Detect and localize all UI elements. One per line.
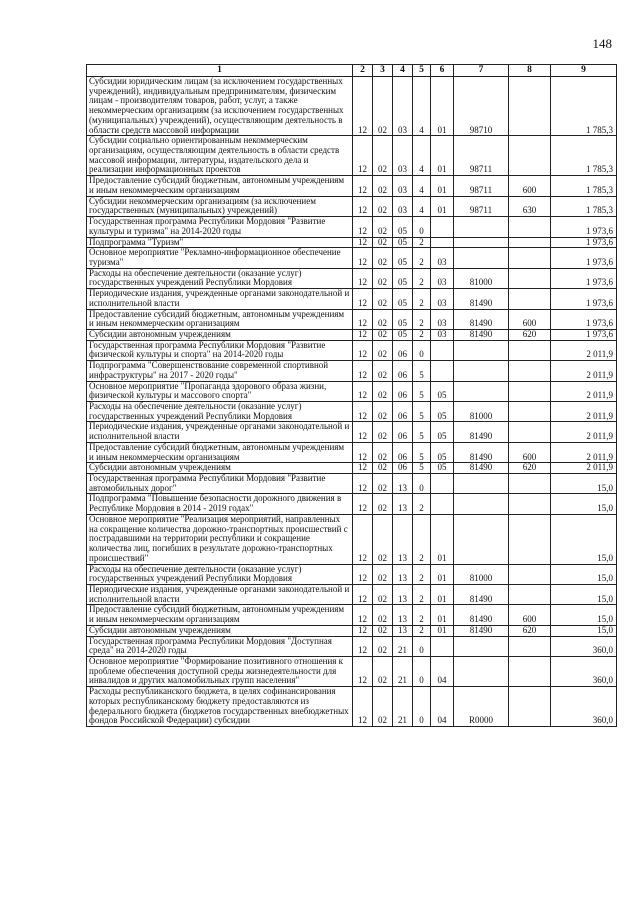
code-3-cell: 02 bbox=[373, 402, 393, 422]
amount-cell: 1 785,3 bbox=[551, 196, 617, 216]
code-8-cell: 620 bbox=[509, 463, 551, 474]
code-6-cell: 04 bbox=[431, 656, 454, 686]
amount-cell: 1 973,6 bbox=[551, 329, 617, 340]
code-2-cell: 12 bbox=[353, 329, 373, 340]
code-8-cell bbox=[509, 77, 551, 136]
code-7-cell bbox=[454, 361, 509, 381]
code-6-cell: 05 bbox=[431, 442, 454, 462]
amount-cell: 2 011,9 bbox=[551, 340, 617, 360]
item-name-cell: Государственная программа Республики Мордовия "Развитие автомобильных дорог" bbox=[87, 474, 353, 494]
code-7-cell: 98711 bbox=[454, 136, 509, 176]
code-5-cell: 2 bbox=[413, 625, 431, 636]
code-4-cell: 13 bbox=[393, 494, 413, 514]
column-header-2: 2 bbox=[353, 65, 373, 77]
table-row bbox=[87, 309, 617, 329]
code-6-cell: 03 bbox=[431, 309, 454, 329]
amount-cell: 1 785,3 bbox=[551, 136, 617, 176]
code-5-cell: 2 bbox=[413, 309, 431, 329]
item-name-cell: Государственная программа Республики Мордовия "Доступная среда" на 2014-2020 годы bbox=[87, 636, 353, 656]
table-row bbox=[87, 474, 617, 494]
code-8-cell: 630 bbox=[509, 196, 551, 216]
code-2-cell: 12 bbox=[353, 237, 373, 248]
code-5-cell: 5 bbox=[413, 361, 431, 381]
table-row bbox=[87, 196, 617, 216]
code-7-cell bbox=[454, 656, 509, 686]
code-4-cell: 05 bbox=[393, 217, 413, 237]
code-6-cell: 01 bbox=[431, 584, 454, 604]
code-6-cell bbox=[431, 340, 454, 360]
item-name-cell: Расходы республиканского бюджета, в целях софинансирования которых республиканскому бюджету предоставляются из федерального бюджета (бюджетов государственных внебюджетных фондов Российской Федерации) субсидии bbox=[87, 687, 353, 727]
item-name-cell: Субсидии автономным учреждениям bbox=[87, 463, 353, 474]
code-8-cell bbox=[509, 268, 551, 288]
code-8-cell: 600 bbox=[509, 442, 551, 462]
table-row bbox=[87, 564, 617, 584]
code-6-cell: 01 bbox=[431, 196, 454, 216]
column-header-8: 8 bbox=[509, 65, 551, 77]
code-7-cell bbox=[454, 514, 509, 564]
code-6-cell: 05 bbox=[431, 422, 454, 442]
code-5-cell: 0 bbox=[413, 217, 431, 237]
code-6-cell bbox=[431, 636, 454, 656]
code-4-cell: 21 bbox=[393, 687, 413, 727]
code-5-cell: 2 bbox=[413, 268, 431, 288]
code-3-cell: 02 bbox=[373, 656, 393, 686]
code-7-cell: 81490 bbox=[454, 329, 509, 340]
code-3-cell: 02 bbox=[373, 237, 393, 248]
amount-cell: 15,0 bbox=[551, 605, 617, 625]
code-6-cell: 05 bbox=[431, 381, 454, 401]
code-8-cell bbox=[509, 564, 551, 584]
column-header-5: 5 bbox=[413, 65, 431, 77]
code-5-cell: 0 bbox=[413, 687, 431, 727]
code-5-cell: 2 bbox=[413, 289, 431, 309]
item-name-cell: Подпрограмма "Туризм" bbox=[87, 237, 353, 248]
code-6-cell: 01 bbox=[431, 136, 454, 176]
code-5-cell: 4 bbox=[413, 136, 431, 176]
code-2-cell: 12 bbox=[353, 176, 373, 196]
code-3-cell: 02 bbox=[373, 474, 393, 494]
code-3-cell: 02 bbox=[373, 564, 393, 584]
page-number: 148 bbox=[592, 36, 612, 51]
code-5-cell: 5 bbox=[413, 422, 431, 442]
code-2-cell: 12 bbox=[353, 217, 373, 237]
amount-cell: 15,0 bbox=[551, 494, 617, 514]
code-4-cell: 05 bbox=[393, 268, 413, 288]
code-3-cell: 02 bbox=[373, 605, 393, 625]
table-row bbox=[87, 340, 617, 360]
code-5-cell: 5 bbox=[413, 402, 431, 422]
code-2-cell: 12 bbox=[353, 422, 373, 442]
code-4-cell: 06 bbox=[393, 463, 413, 474]
amount-cell: 15,0 bbox=[551, 474, 617, 494]
code-7-cell bbox=[454, 248, 509, 268]
code-4-cell: 05 bbox=[393, 289, 413, 309]
code-5-cell: 0 bbox=[413, 340, 431, 360]
code-7-cell: 81000 bbox=[454, 268, 509, 288]
column-header-1: 1 bbox=[87, 65, 353, 77]
code-7-cell: 81490 bbox=[454, 605, 509, 625]
code-2-cell: 12 bbox=[353, 494, 373, 514]
code-2-cell: 12 bbox=[353, 289, 373, 309]
code-7-cell: 98711 bbox=[454, 196, 509, 216]
code-2-cell: 12 bbox=[353, 136, 373, 176]
code-4-cell: 13 bbox=[393, 584, 413, 604]
code-7-cell: 81000 bbox=[454, 402, 509, 422]
code-2-cell: 12 bbox=[353, 361, 373, 381]
table-row bbox=[87, 268, 617, 288]
code-7-cell bbox=[454, 237, 509, 248]
code-4-cell: 05 bbox=[393, 237, 413, 248]
code-4-cell: 05 bbox=[393, 329, 413, 340]
code-3-cell: 02 bbox=[373, 514, 393, 564]
code-4-cell: 06 bbox=[393, 381, 413, 401]
column-header-6: 6 bbox=[431, 65, 454, 77]
code-5-cell: 2 bbox=[413, 605, 431, 625]
code-8-cell bbox=[509, 422, 551, 442]
code-7-cell: 81490 bbox=[454, 289, 509, 309]
code-3-cell: 02 bbox=[373, 176, 393, 196]
amount-cell: 360,0 bbox=[551, 636, 617, 656]
item-name-cell: Основное мероприятие "Реализация мероприятий, направленных на сокращение количества дорожно-транспортных происшествий с пострадавшими на территории республики и сокращение количества лиц, погибших в результате дорожно-транспортных происшествий" bbox=[87, 514, 353, 564]
code-4-cell: 03 bbox=[393, 77, 413, 136]
code-8-cell bbox=[509, 217, 551, 237]
code-3-cell: 02 bbox=[373, 442, 393, 462]
code-4-cell: 21 bbox=[393, 656, 413, 686]
code-4-cell: 05 bbox=[393, 309, 413, 329]
amount-cell: 1 973,6 bbox=[551, 268, 617, 288]
column-header-4: 4 bbox=[393, 65, 413, 77]
item-name-cell: Периодические издания, учрежденные органами законодательной и исполнительной власти bbox=[87, 289, 353, 309]
code-2-cell: 12 bbox=[353, 340, 373, 360]
code-7-cell: 81000 bbox=[454, 564, 509, 584]
code-2-cell: 12 bbox=[353, 605, 373, 625]
code-4-cell: 05 bbox=[393, 248, 413, 268]
code-2-cell: 12 bbox=[353, 636, 373, 656]
code-3-cell: 02 bbox=[373, 217, 393, 237]
code-3-cell: 02 bbox=[373, 494, 393, 514]
amount-cell: 1 973,6 bbox=[551, 217, 617, 237]
column-header-9: 9 bbox=[551, 65, 617, 77]
code-3-cell: 02 bbox=[373, 463, 393, 474]
code-4-cell: 03 bbox=[393, 136, 413, 176]
code-3-cell: 02 bbox=[373, 636, 393, 656]
table-body bbox=[87, 77, 617, 727]
amount-cell: 2 011,9 bbox=[551, 361, 617, 381]
code-8-cell: 620 bbox=[509, 329, 551, 340]
code-4-cell: 03 bbox=[393, 176, 413, 196]
code-3-cell: 02 bbox=[373, 77, 393, 136]
code-7-cell bbox=[454, 474, 509, 494]
item-name-cell: Субсидии некоммерческим организациям (за исключением государственных (муниципальных) учреждений) bbox=[87, 196, 353, 216]
code-2-cell: 12 bbox=[353, 656, 373, 686]
code-2-cell: 12 bbox=[353, 381, 373, 401]
item-name-cell: Государственная программа Республики Мордовия "Развитие физической культуры и спорта" на 2014-2020 годы bbox=[87, 340, 353, 360]
item-name-cell: Расходы на обеспечение деятельности (оказание услуг) государственных учреждений Республики Мордовия bbox=[87, 564, 353, 584]
table-row bbox=[87, 605, 617, 625]
code-6-cell: 01 bbox=[431, 77, 454, 136]
amount-cell: 15,0 bbox=[551, 584, 617, 604]
code-7-cell: R0000 bbox=[454, 687, 509, 727]
item-name-cell: Предоставление субсидий бюджетным, автономным учреждениям и иным некоммерческим организациям bbox=[87, 176, 353, 196]
code-4-cell: 03 bbox=[393, 196, 413, 216]
code-5-cell: 0 bbox=[413, 474, 431, 494]
item-name-cell: Государственная программа Республики Мордовия "Развитие культуры и туризма" на 2014-2020 годы bbox=[87, 217, 353, 237]
code-8-cell bbox=[509, 248, 551, 268]
code-2-cell: 12 bbox=[353, 77, 373, 136]
code-8-cell: 600 bbox=[509, 605, 551, 625]
code-5-cell: 5 bbox=[413, 381, 431, 401]
item-name-cell: Расходы на обеспечение деятельности (оказание услуг) государственных учреждений Республики Мордовия bbox=[87, 268, 353, 288]
code-3-cell: 02 bbox=[373, 329, 393, 340]
code-7-cell bbox=[454, 340, 509, 360]
code-8-cell bbox=[509, 136, 551, 176]
code-7-cell bbox=[454, 381, 509, 401]
code-6-cell bbox=[431, 474, 454, 494]
code-6-cell: 03 bbox=[431, 289, 454, 309]
code-2-cell: 12 bbox=[353, 196, 373, 216]
amount-cell: 15,0 bbox=[551, 514, 617, 564]
code-8-cell bbox=[509, 474, 551, 494]
code-8-cell: 600 bbox=[509, 176, 551, 196]
table-row bbox=[87, 636, 617, 656]
code-5-cell: 2 bbox=[413, 494, 431, 514]
code-6-cell: 03 bbox=[431, 268, 454, 288]
code-2-cell: 12 bbox=[353, 474, 373, 494]
amount-cell: 15,0 bbox=[551, 564, 617, 584]
item-name-cell: Основное мероприятие "Пропаганда здорового образа жизни, физической культуры и массового спорта" bbox=[87, 381, 353, 401]
code-6-cell: 01 bbox=[431, 564, 454, 584]
code-4-cell: 21 bbox=[393, 636, 413, 656]
code-8-cell bbox=[509, 636, 551, 656]
code-4-cell: 06 bbox=[393, 361, 413, 381]
code-6-cell: 04 bbox=[431, 687, 454, 727]
table-row bbox=[87, 656, 617, 686]
table-row bbox=[87, 381, 617, 401]
item-name-cell: Субсидии социально ориентированным некоммерческим организациям, осуществляющим деятельность в области средств массовой информации, литературы, издательского дела и реализации информационных проектов bbox=[87, 136, 353, 176]
code-6-cell: 03 bbox=[431, 329, 454, 340]
code-4-cell: 13 bbox=[393, 605, 413, 625]
code-8-cell bbox=[509, 237, 551, 248]
code-4-cell: 13 bbox=[393, 625, 413, 636]
code-5-cell: 2 bbox=[413, 329, 431, 340]
code-7-cell: 81490 bbox=[454, 309, 509, 329]
item-name-cell: Основное мероприятие "Формирование позитивного отношения к проблеме обеспечения доступной среды жизнедеятельности для инвалидов и других маломобильных групп населения" bbox=[87, 656, 353, 686]
code-6-cell: 01 bbox=[431, 176, 454, 196]
header-row bbox=[87, 65, 617, 77]
amount-cell: 2 011,9 bbox=[551, 442, 617, 462]
code-4-cell: 13 bbox=[393, 514, 413, 564]
code-6-cell: 01 bbox=[431, 625, 454, 636]
item-name-cell: Субсидии автономным учреждениям bbox=[87, 329, 353, 340]
code-7-cell bbox=[454, 494, 509, 514]
code-3-cell: 02 bbox=[373, 248, 393, 268]
code-2-cell: 12 bbox=[353, 463, 373, 474]
amount-cell: 1 973,6 bbox=[551, 289, 617, 309]
code-7-cell bbox=[454, 636, 509, 656]
amount-cell: 360,0 bbox=[551, 656, 617, 686]
code-7-cell: 98711 bbox=[454, 176, 509, 196]
item-name-cell: Подпрограмма "Совершенствование современной спортивной инфраструктуры" на 2017 - 2020 годы" bbox=[87, 361, 353, 381]
table-row bbox=[87, 584, 617, 604]
amount-cell: 15,0 bbox=[551, 625, 617, 636]
item-name-cell: Предоставление субсидий бюджетным, автономным учреждениям и иным некоммерческим организациям bbox=[87, 442, 353, 462]
code-8-cell bbox=[509, 514, 551, 564]
code-3-cell: 02 bbox=[373, 196, 393, 216]
code-4-cell: 06 bbox=[393, 442, 413, 462]
code-6-cell: 01 bbox=[431, 605, 454, 625]
code-8-cell bbox=[509, 687, 551, 727]
table-row bbox=[87, 217, 617, 237]
code-8-cell bbox=[509, 402, 551, 422]
item-name-cell: Предоставление субсидий бюджетным, автономным учреждениям и иным некоммерческим организациям bbox=[87, 605, 353, 625]
code-4-cell: 06 bbox=[393, 340, 413, 360]
amount-cell: 2 011,9 bbox=[551, 422, 617, 442]
amount-cell: 1 973,6 bbox=[551, 237, 617, 248]
code-5-cell: 0 bbox=[413, 636, 431, 656]
code-7-cell: 81490 bbox=[454, 463, 509, 474]
table-row bbox=[87, 289, 617, 309]
table-row bbox=[87, 361, 617, 381]
code-5-cell: 4 bbox=[413, 176, 431, 196]
table-row bbox=[87, 176, 617, 196]
table-row bbox=[87, 463, 617, 474]
table-row bbox=[87, 687, 617, 727]
code-2-cell: 12 bbox=[353, 514, 373, 564]
code-4-cell: 06 bbox=[393, 402, 413, 422]
code-2-cell: 12 bbox=[353, 442, 373, 462]
code-3-cell: 02 bbox=[373, 687, 393, 727]
column-header-7: 7 bbox=[454, 65, 509, 77]
code-5-cell: 0 bbox=[413, 656, 431, 686]
amount-cell: 1 785,3 bbox=[551, 176, 617, 196]
code-5-cell: 5 bbox=[413, 442, 431, 462]
code-5-cell: 2 bbox=[413, 514, 431, 564]
code-3-cell: 02 bbox=[373, 289, 393, 309]
table-row bbox=[87, 422, 617, 442]
code-5-cell: 2 bbox=[413, 584, 431, 604]
amount-cell: 1 785,3 bbox=[551, 77, 617, 136]
code-8-cell bbox=[509, 381, 551, 401]
code-2-cell: 12 bbox=[353, 564, 373, 584]
table-row bbox=[87, 248, 617, 268]
amount-cell: 1 973,6 bbox=[551, 309, 617, 329]
item-name-cell: Субсидии автономным учреждениям bbox=[87, 625, 353, 636]
item-name-cell: Периодические издания, учрежденные органами законодательной и исполнительной власти bbox=[87, 584, 353, 604]
code-8-cell: 600 bbox=[509, 309, 551, 329]
code-7-cell: 81490 bbox=[454, 625, 509, 636]
code-5-cell: 4 bbox=[413, 77, 431, 136]
code-2-cell: 12 bbox=[353, 625, 373, 636]
code-5-cell: 4 bbox=[413, 196, 431, 216]
code-8-cell bbox=[509, 494, 551, 514]
code-6-cell bbox=[431, 361, 454, 381]
code-3-cell: 02 bbox=[373, 340, 393, 360]
code-3-cell: 02 bbox=[373, 422, 393, 442]
item-name-cell: Подпрограмма "Повышение безопасности дорожного движения в Республике Мордовия в 2014 - 2019 годах" bbox=[87, 494, 353, 514]
code-2-cell: 12 bbox=[353, 584, 373, 604]
code-4-cell: 06 bbox=[393, 422, 413, 442]
code-6-cell: 03 bbox=[431, 248, 454, 268]
code-7-cell: 98710 bbox=[454, 77, 509, 136]
code-5-cell: 2 bbox=[413, 248, 431, 268]
code-8-cell bbox=[509, 584, 551, 604]
code-3-cell: 02 bbox=[373, 309, 393, 329]
code-7-cell bbox=[454, 217, 509, 237]
code-5-cell: 5 bbox=[413, 463, 431, 474]
item-name-cell: Предоставление субсидий бюджетным, автономным учреждениям и иным некоммерческим организациям bbox=[87, 309, 353, 329]
code-4-cell: 13 bbox=[393, 474, 413, 494]
code-3-cell: 02 bbox=[373, 584, 393, 604]
code-6-cell bbox=[431, 217, 454, 237]
amount-cell: 1 973,6 bbox=[551, 248, 617, 268]
code-6-cell: 05 bbox=[431, 402, 454, 422]
table-row bbox=[87, 237, 617, 248]
code-8-cell bbox=[509, 340, 551, 360]
item-name-cell: Субсидии юридическим лицам (за исключением государственных учреждений), индивидуальным предпринимателям, физическим лицам - производителям товаров, работ, услуг, а также некоммерческим организациям (за исключением государственных (муниципальных) учреждений), осуществляющим деятельность в области средств массовой информации bbox=[87, 77, 353, 136]
code-6-cell: 01 bbox=[431, 514, 454, 564]
table-row bbox=[87, 136, 617, 176]
code-2-cell: 12 bbox=[353, 248, 373, 268]
code-8-cell bbox=[509, 361, 551, 381]
code-8-cell bbox=[509, 656, 551, 686]
code-3-cell: 02 bbox=[373, 625, 393, 636]
code-6-cell: 05 bbox=[431, 463, 454, 474]
code-8-cell: 620 bbox=[509, 625, 551, 636]
code-4-cell: 13 bbox=[393, 564, 413, 584]
code-5-cell: 2 bbox=[413, 564, 431, 584]
amount-cell: 2 011,9 bbox=[551, 463, 617, 474]
table-row bbox=[87, 402, 617, 422]
code-5-cell: 2 bbox=[413, 237, 431, 248]
code-8-cell bbox=[509, 289, 551, 309]
table-row bbox=[87, 494, 617, 514]
table-row bbox=[87, 77, 617, 136]
code-6-cell bbox=[431, 237, 454, 248]
column-header-3: 3 bbox=[373, 65, 393, 77]
code-2-cell: 12 bbox=[353, 687, 373, 727]
code-7-cell: 81490 bbox=[454, 584, 509, 604]
amount-cell: 360,0 bbox=[551, 687, 617, 727]
code-2-cell: 12 bbox=[353, 309, 373, 329]
code-3-cell: 02 bbox=[373, 361, 393, 381]
table-row bbox=[87, 442, 617, 462]
item-name-cell: Периодические издания, учрежденные органами законодательной и исполнительной власти bbox=[87, 422, 353, 442]
code-6-cell bbox=[431, 494, 454, 514]
code-3-cell: 02 bbox=[373, 268, 393, 288]
amount-cell: 2 011,9 bbox=[551, 402, 617, 422]
code-3-cell: 02 bbox=[373, 381, 393, 401]
item-name-cell: Основное мероприятие "Рекламно-информационное обеспечение туризма" bbox=[87, 248, 353, 268]
table-row bbox=[87, 329, 617, 340]
table-row bbox=[87, 625, 617, 636]
code-3-cell: 02 bbox=[373, 136, 393, 176]
table-row bbox=[87, 514, 617, 564]
amount-cell: 2 011,9 bbox=[551, 381, 617, 401]
budget-table bbox=[86, 64, 617, 727]
code-7-cell: 81490 bbox=[454, 422, 509, 442]
item-name-cell: Расходы на обеспечение деятельности (оказание услуг) государственных учреждений Республики Мордовия bbox=[87, 402, 353, 422]
code-2-cell: 12 bbox=[353, 268, 373, 288]
code-2-cell: 12 bbox=[353, 402, 373, 422]
code-7-cell: 81490 bbox=[454, 442, 509, 462]
